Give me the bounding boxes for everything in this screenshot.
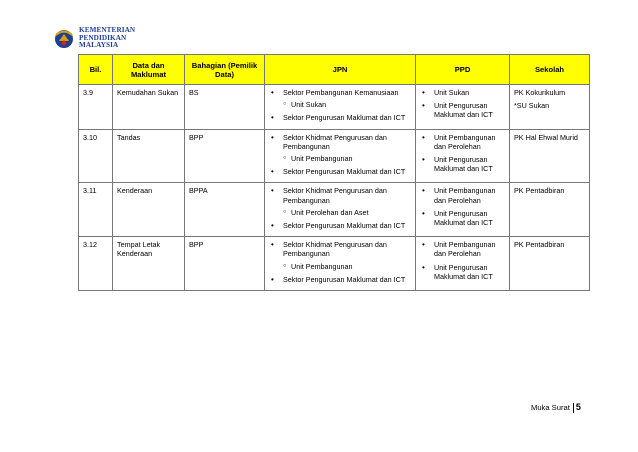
ppd-item: • Unit Pengurusan Maklumat dan ICT <box>420 101 505 119</box>
col-header-ppd: PPD <box>416 55 510 85</box>
jpn-item <box>269 113 411 122</box>
cell-bahagian: BPP <box>185 237 265 291</box>
jpn-sub-item: ○ Unit Pembangunan <box>283 154 411 163</box>
cell-data: Kemudahan Sukan <box>113 85 185 130</box>
table-body <box>79 85 590 291</box>
cell-jpn <box>265 183 416 237</box>
jpn-item-text: Sektor Pengurusan Maklumat dan ICT <box>283 113 406 123</box>
cell-jpn <box>265 237 416 291</box>
cell-sekolah <box>510 129 590 183</box>
sekolah-line: *SU Sukan <box>514 101 550 111</box>
cell-bahagian: BS <box>185 85 265 130</box>
cell-bil: 3.11 <box>79 183 113 237</box>
cell-bahagian: BPP <box>185 129 265 183</box>
table-row <box>79 237 590 291</box>
sekolah-line: PK Kokurikulum <box>514 88 566 97</box>
col-header-sekolah: Sekolah <box>510 55 590 85</box>
crest-icon <box>52 26 76 50</box>
ppd-item: • Unit Pembangunan dan Perolehan <box>420 240 505 258</box>
jpn-item-text: Sektor Pengurusan Maklumat dan ICT <box>283 167 406 177</box>
cell-data: Tempat Letak Kenderaan <box>113 237 185 291</box>
ppd-list <box>420 240 505 281</box>
cell-bil: 3.10 <box>79 129 113 183</box>
cell-ppd <box>416 129 510 183</box>
cell-bahagian: BPPA <box>185 183 265 237</box>
ppd-item: • Unit Pembangunan dan Perolehan <box>420 186 505 204</box>
cell-sekolah <box>510 85 590 130</box>
page-footer <box>531 402 581 413</box>
logo-line: PENDIDIKAN <box>79 33 127 42</box>
logo-text <box>79 27 135 50</box>
table-header-row <box>79 55 590 85</box>
col-header-bahagian: Bahagian (Pemilik Data) <box>185 55 265 85</box>
jpn-sub-list <box>283 262 411 271</box>
cell-ppd <box>416 237 510 291</box>
jpn-item <box>269 88 411 109</box>
jpn-item <box>269 221 411 230</box>
jpn-item <box>269 133 411 164</box>
jpn-sub-list <box>283 208 411 217</box>
jpn-item-text: Sektor Khidmat Pengurusan dan Pembangunan <box>283 186 387 205</box>
jpn-item-text: Sektor Khidmat Pengurusan dan Pembangunan <box>283 240 387 259</box>
page-number: 5 <box>575 402 581 412</box>
jpn-sub-item: ○ Unit Sukan <box>283 100 411 109</box>
jpn-item <box>269 240 411 271</box>
col-header-data: Data dan Maklumat <box>113 55 185 85</box>
jpn-item <box>269 275 411 284</box>
jpn-item-text: Sektor Pembangunan Kemanusiaan <box>283 88 399 97</box>
ppd-list <box>420 186 505 227</box>
cell-sekolah <box>510 237 590 291</box>
jpn-list <box>269 133 411 177</box>
logo-line: KEMENTERIAN <box>79 26 136 34</box>
cell-ppd <box>416 183 510 237</box>
cell-data: Kenderaan <box>113 183 185 237</box>
table-row <box>79 129 590 183</box>
jpn-list <box>269 186 411 230</box>
table-row <box>79 183 590 237</box>
jpn-item-text: Sektor Khidmat Pengurusan dan Pembangunan <box>283 132 387 151</box>
ppd-item: • Unit Pengurusan Maklumat dan ICT <box>420 209 505 227</box>
jpn-item <box>269 186 411 217</box>
jpn-sub-list <box>283 100 411 109</box>
cell-jpn <box>265 129 416 183</box>
cell-data: Tandas <box>113 129 185 183</box>
cell-bil: 3.12 <box>79 237 113 291</box>
cell-ppd <box>416 85 510 130</box>
jpn-item-text: Sektor Pengurusan Maklumat dan ICT <box>283 221 406 231</box>
jpn-sub-list <box>283 154 411 163</box>
ministry-logo <box>52 25 172 53</box>
col-header-jpn: JPN <box>265 55 416 85</box>
sekolah-line: PK Pentadbiran <box>514 186 565 196</box>
ppd-list <box>420 133 505 174</box>
jpn-sub-item: ○ Unit Perolehan dan Aset <box>283 208 411 217</box>
ppd-list <box>420 88 505 120</box>
logo-line: MALAYSIA <box>79 41 119 50</box>
sekolah-line: PK Pentadbiran <box>514 240 565 250</box>
page-label: Muka Surat <box>531 403 570 412</box>
ppd-item: • Unit Pengurusan Maklumat dan ICT <box>420 155 505 173</box>
footer-divider <box>573 403 574 413</box>
ppd-item: • Unit Pengurusan Maklumat dan ICT <box>420 263 505 281</box>
table-row <box>79 85 590 130</box>
jpn-list <box>269 88 411 123</box>
jpn-item-text: Sektor Pengurusan Maklumat dan ICT <box>283 274 406 284</box>
col-header-bil: Bil. <box>79 55 113 85</box>
jpn-item <box>269 167 411 176</box>
cell-sekolah <box>510 183 590 237</box>
data-ownership-table <box>78 54 590 291</box>
cell-bil: 3.9 <box>79 85 113 130</box>
sekolah-line: PK Hal Ehwal Murid <box>514 132 578 142</box>
ppd-item: • Unit Pembangunan dan Perolehan <box>420 133 505 151</box>
ppd-item: • Unit Sukan <box>420 88 505 97</box>
jpn-sub-item: ○ Unit Pembangunan <box>283 262 411 271</box>
cell-jpn <box>265 85 416 130</box>
jpn-list <box>269 240 411 284</box>
